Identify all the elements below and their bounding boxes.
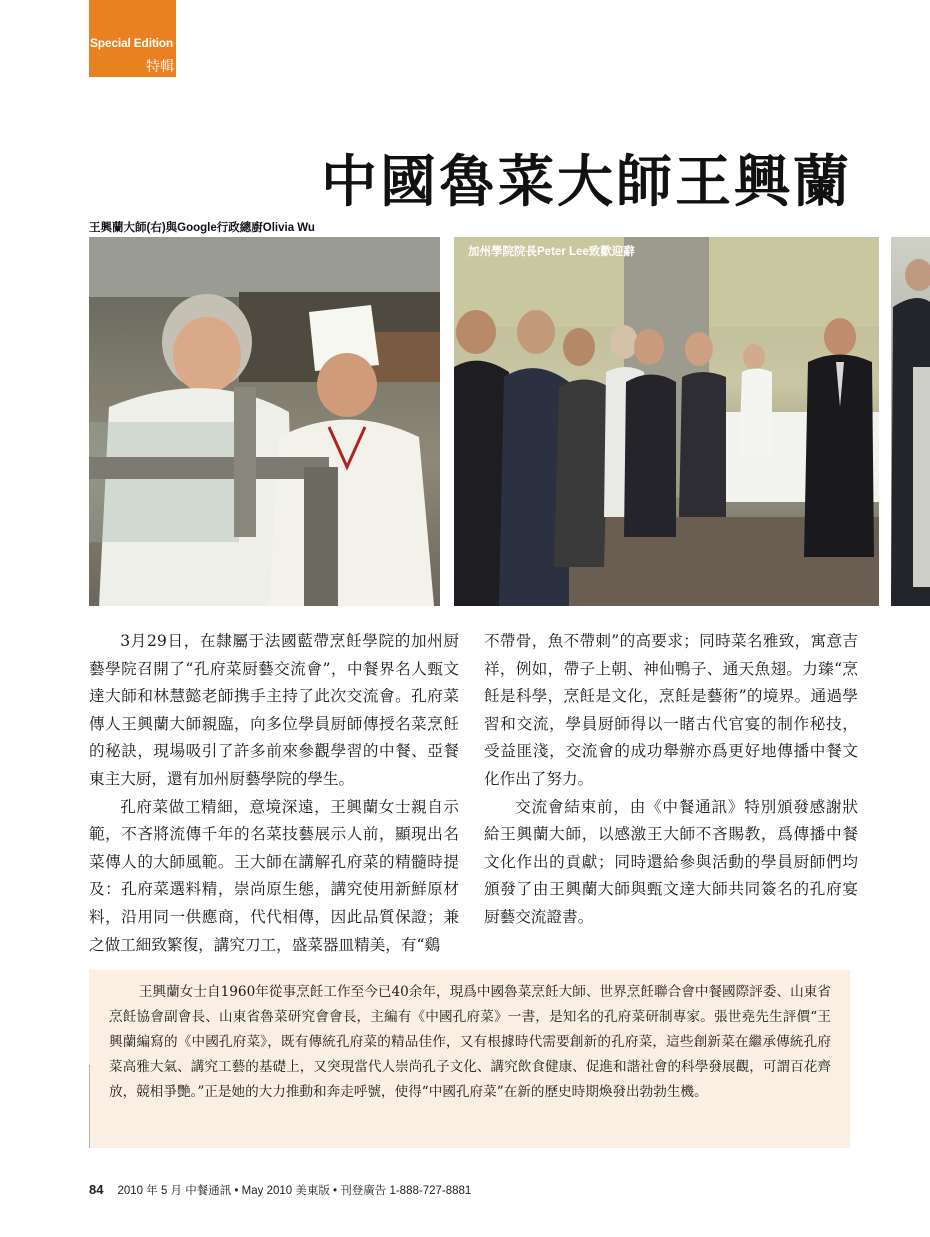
photo-edge-crop [891, 237, 930, 606]
paragraph: 3月29日，在隸屬于法國藍帶烹飪學院的加州厨藝學院召開了“孔府菜厨藝交流會”，中餐界名人甄文達大師和林慧懿老師携手主持了此次交流會。孔府菜傳人王興蘭大師親臨，向多位學員厨師傳授名菜烹飪的秘訣，現場吸引了許多前來參觀學習的中餐、亞餐東主大厨，還有加州厨藝學院的學生。 [89, 632, 459, 788]
photo-welcome-speech [454, 237, 879, 606]
article-title: 中國魯菜大師王興蘭 [321, 149, 852, 215]
paragraph: 孔府菜做工精細，意境深遠，王興蘭女士親自示範，不吝將流傳千年的名菜技藝展示人前，顯現出名菜傳人的大師風範。王大師在講解孔府菜的精髓時提及：孔府菜選料精，崇尚原生態，講究使用新鮮原材料，沿用同一供應商，代代相傳，因此品質保證；兼之做工細致繁復，講究刀工，盛菜器皿精美，有“鷄 [89, 797, 459, 954]
sidebar-rule [89, 1065, 90, 1148]
bio-sidebar [89, 970, 850, 1148]
section-label-zh: 特輯 [146, 59, 174, 75]
article-column-2 [484, 628, 858, 932]
photo-speech-illustration [454, 237, 879, 606]
paragraph: 交流會結束前，由《中餐通訊》特別頒發感謝狀給王興蘭大師，以感激王大師不吝賜教，爲傳播中餐文化作出的貢獻；同時還給參與活動的學員厨師們均頒發了由王興蘭大師與甄文達大師共同簽名的孔府宴厨藝交流證書。 [484, 797, 858, 926]
footer-text: 2010 年 5 月 中餐通訊 • May 2010 美東版 • 刊登廣告 1-888-727-8881 [117, 1185, 472, 1197]
paragraph: 不帶骨，魚不帶刺”的高要求；同時菜名雅致，寓意吉祥，例如，帶子上朝、神仙鴨子、通天魚翅。力臻“烹飪是科學，烹飪是文化，烹飪是藝術”的境界。通過學習和交流，學員厨師得以一睹古代官宴的制作秘技，受益匪淺，交流會的成功舉辦亦爲更好地傳播中餐文化作出了努力。 [484, 632, 858, 788]
article-column-1 [89, 628, 459, 959]
photo-chefs-illustration [89, 237, 440, 606]
page-footer [89, 1182, 471, 1198]
section-tab [89, 0, 176, 77]
section-label-en: Special Edition [90, 36, 174, 50]
page-number: 84 [89, 1182, 104, 1197]
photo-caption-right: 加州學院院長Peter Lee致歡迎辭 [468, 246, 635, 258]
photo-caption-left: 王興蘭大師(右)與Google行政總廚Olivia Wu [89, 222, 315, 234]
sidebar-text: 王興蘭女士自1960年從事烹飪工作至今已40余年，現爲中國魯菜烹飪大師、世界烹飪聯合會中餐國際評委、山東省烹飪協會副會長、山東省魯菜研究會會長，主編有《中國孔府菜》一書，是知名的孔府菜研制專家。張世堯先生評價“王興蘭編寫的《中國孔府菜》，既有傳統孔府菜的精品佳作，又有根據時代需要創新的孔府菜，這些創新菜在繼承傳統孔府菜高雅大氣、講究工藝的基礎上，又突現當代人崇尚孔子文化、講究飲食健康、促進和諧社會的科學發展觀，可謂百花齊放，競相爭艷。”正是她的大力推動和奔走呼號，使得“中國孔府菜”在新的歷史時期煥發出勃勃生機。 [109, 984, 831, 1100]
photo-chefs-kitchen [89, 237, 440, 606]
photo-edge-illustration [891, 237, 930, 606]
